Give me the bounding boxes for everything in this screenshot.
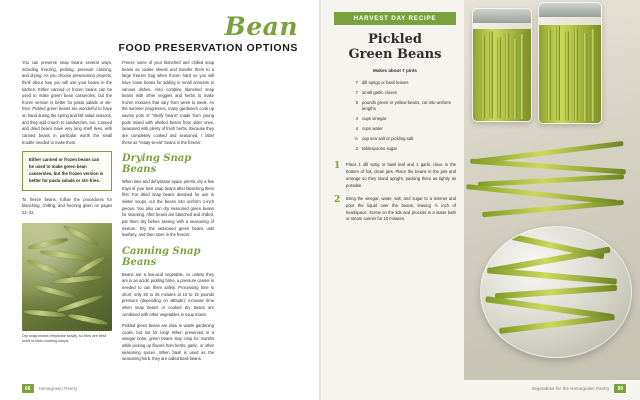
page-title-block — [22, 14, 304, 54]
callout-text: Either canned or frozen beans can be used to make green bean casseroles, but the frozen version is better for pasta salads or stir-fries. — [29, 157, 104, 183]
paragraph: When time and dehydrator space permit, dry a few trays of your best snap beans after blanching them first. For dried snap beans destined for use in winter soups, cut the beans into uniform 1-inch pieces. You also can dry seasoned green beans for snacking. After beans are blanched and chilled, pat them dry before tossing with a seasoning of mixture. Dry the seasoned green beans until leathery, and then store in the freezer. — [122, 179, 214, 238]
right-page — [320, 0, 640, 400]
pickled-beans-photo — [464, 0, 640, 380]
ingredient-qty: 2 — [355, 145, 358, 151]
bowl-of-beans — [480, 226, 632, 358]
section-heading-canning: Canning Snap Beans — [122, 245, 201, 268]
recipe-title — [334, 33, 456, 63]
jar-back-right — [538, 2, 602, 124]
dried-beans-photo — [22, 223, 112, 331]
list-item — [334, 90, 456, 96]
left-columns — [22, 60, 304, 368]
recipe-steps — [334, 162, 456, 223]
recipe-step — [334, 162, 456, 189]
ingredient-qty: ½ — [354, 136, 358, 141]
paragraph: Pickled green beans are slow to waste gardening cooks, but not for long! When preserved in a vinegar brine, green beans stay crisp for months while picking up flavors from herbs, garlic, or other seasoning spices. When basil is used as the seasoning herb, they are called basil beans. — [122, 323, 214, 362]
ingredient-text: small garlic cloves — [362, 89, 397, 95]
list-item — [334, 80, 456, 86]
footer-title-right: Vegetables for the Homegrown Pantry — [531, 386, 610, 391]
ingredient-text: tablespoons sugar — [362, 145, 398, 151]
ingredient-text: dill sprigs or basil leaves — [362, 79, 409, 85]
page-title: Bean — [224, 12, 298, 41]
step-text: Bring the vinegar, water, salt, and sugar to a simmer and pour the liquid over the beans, leaving ½ inch of headspace. Screw on the lids and process in a water bath or steam canner for 10 minutes. — [346, 196, 456, 222]
ingredient-text: cups vinegar — [362, 116, 387, 122]
right-footer — [532, 384, 626, 393]
ingredient-qty: 7 — [355, 89, 358, 95]
recipe-title-line1: Pickled — [368, 32, 422, 47]
recipe-step — [334, 196, 456, 223]
recipe-card — [334, 12, 456, 230]
ingredient-qty: 4 — [355, 126, 358, 132]
list-item — [334, 136, 456, 142]
recipe-yield: Makes about 7 pints — [373, 67, 417, 73]
section-heading-drying: Drying Snap Beans — [122, 153, 192, 176]
ingredient-text: cups water — [362, 126, 383, 132]
photo-caption: Dry snap beans rehydrate slowly, so they are best used is slow-cooking soups. — [22, 333, 106, 343]
step-number: 1 — [334, 161, 341, 172]
list-item — [334, 100, 456, 113]
page-number-left: 66 — [22, 384, 34, 393]
list-item — [334, 146, 456, 152]
footer-title-left: Homegrown Pantry — [38, 386, 78, 391]
list-item — [334, 116, 456, 122]
paragraph: You can preserve snap beans several ways, including freezing, pickling, pressure canning, and drying. As you choose preservation projects, think about how you will use your beans in the kitchen. Either canned or frozen beans can be used to make green bean casseroles, but the frozen version is better for pasta salads or stir-fries. Pickled green beans are wonderful to have on hand during the spring and fall salad seasons, and they add crunch to sandwiches, too. Canned and dried beans have very long shelf lives, with canned beans in particular worth the small trouble needed to make them. — [22, 60, 112, 145]
page-number-right: 99 — [614, 384, 626, 393]
paragraph: To freeze beans, follow the procedures for blanching, chilling, and freezing given on pages 21–22. — [22, 196, 112, 215]
left-column-one — [22, 60, 112, 368]
left-footer — [22, 384, 78, 393]
ingredient-qty: 7 — [355, 79, 358, 85]
step-text: Place 1 dill sprig or basil leaf and 1 garlic clove in the bottom of hot, clean jars. Place the beans in the jars and arrange so they stand upright, packing them as tightly as possible. — [346, 162, 456, 188]
left-column-two — [122, 60, 214, 368]
jar-back-left — [472, 8, 532, 122]
ingredient-qty: 5 — [355, 99, 358, 105]
page-gutter — [319, 0, 321, 400]
paragraph: Freeze some of your blanched and chilled snap beans as cookie sheets and transfer them to a large freezer bag when frozen hard so you will have loose beans for adding in small amounts to various dishes. Also combine blanched snap beans with other veggies and herbs to make frozen mixtures that vary from week to week. As the summer progresses, many gardeners cook up savory pots of “shelly beans” made from young pods mixed with shelled beans from older ones, seasoned with plenty of fresh herbs. Because they are completely cooked and seasoned, I label these as “ready-to-eat” beans in the freezer. — [122, 60, 214, 145]
paragraph: Beans are a low-acid vegetable, so unless they are in an acidic pickling brine, a pressure canner is needed to can them safely. Processing time is short, only 20 to 25 minutes at 10 to 15 pounds pressure (depending on altitude); increase time when snap beans or cooked dry beans are combined with other vegetables in soup mixes. — [122, 271, 214, 317]
ingredient-text: pounds green or yellow beans, cut into uniform lengths — [362, 99, 452, 112]
callout-box — [22, 151, 112, 191]
ingredient-text: cup sea salt or pickling salt — [362, 136, 414, 141]
step-number: 2 — [334, 195, 341, 206]
ingredients-list — [334, 80, 456, 153]
page-subtitle: FOOD PRESERVATION OPTIONS — [118, 42, 298, 54]
list-item — [334, 126, 456, 132]
ingredient-qty: 4 — [355, 116, 358, 122]
recipe-title-line2: Green Beans — [348, 46, 442, 62]
harvest-day-banner: HARVEST DAY RECIPE — [334, 12, 456, 25]
